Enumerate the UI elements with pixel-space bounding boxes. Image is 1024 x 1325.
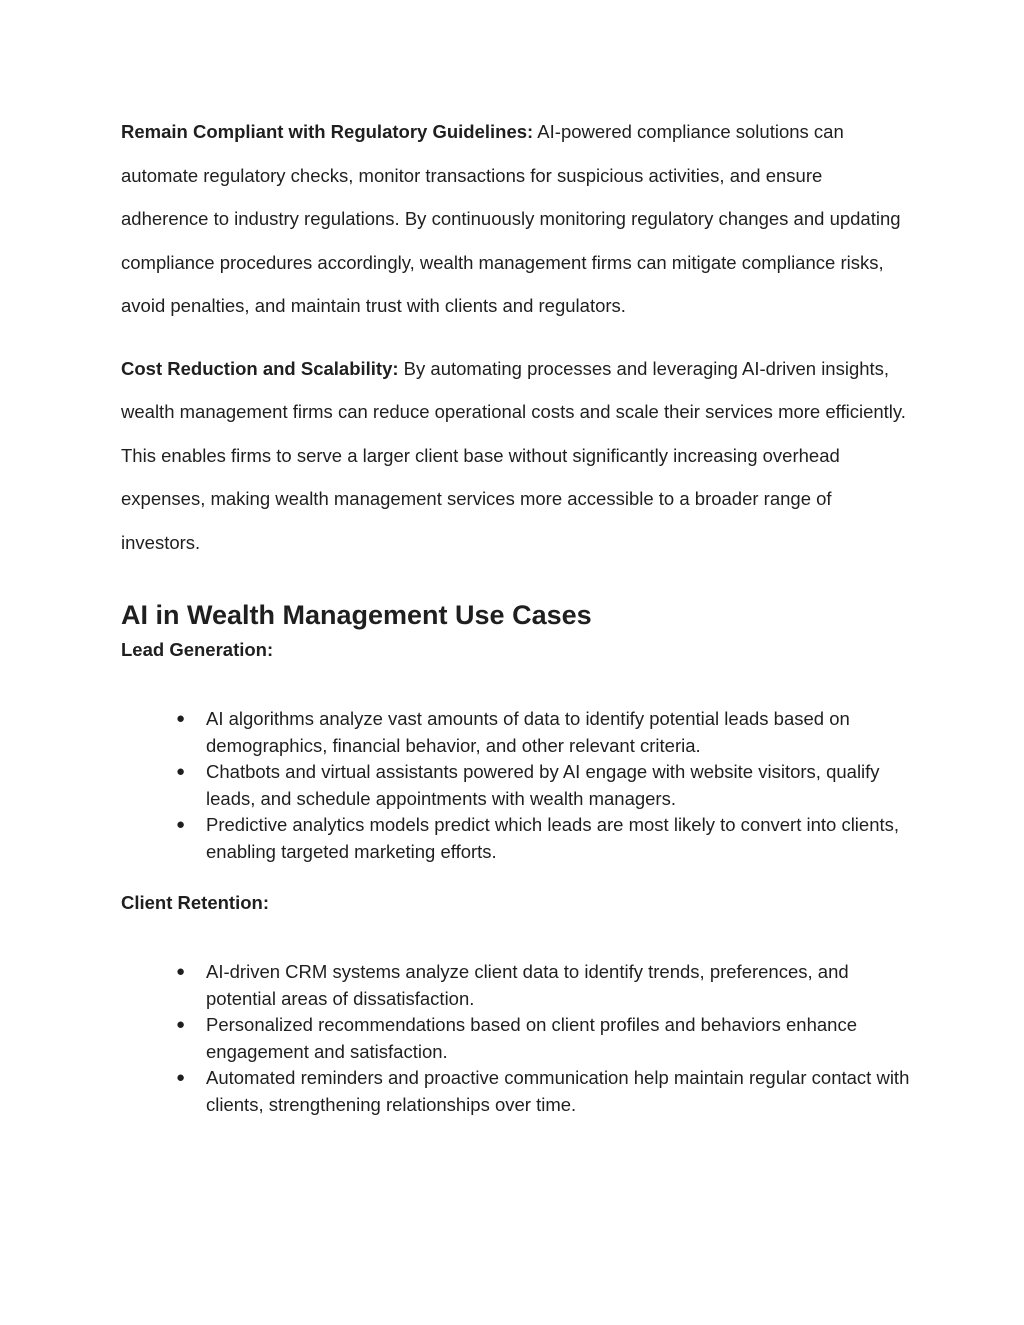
bullet-icon: ● bbox=[176, 1069, 186, 1086]
compliance-text: AI-powered compliance solutions can automate regulatory checks, monitor transactions for suspicious activities, and ensure adherence to industry regulations. By continuously monitoring regulatory changes and updating compliance procedures accordingly, wealth management firms can mitigate compliance risks, avoid penalties, and maintain trust with clients and regulators. bbox=[121, 121, 901, 316]
compliance-lead: Remain Compliant with Regulatory Guidelines: bbox=[121, 121, 534, 142]
section-heading: AI in Wealth Management Use Cases bbox=[121, 600, 592, 630]
list-item-text: Chatbots and virtual assistants powered by AI engage with website visitors, qualify leads, and schedule appointments with wealth managers. bbox=[206, 761, 880, 809]
bullet-icon: ● bbox=[176, 1016, 186, 1033]
cost-text: By automating processes and leveraging AI-driven insights, wealth management firms can reduce operational costs and scale their services more efficiently. This enables firms to serve a larger client base without significantly increasing overhead expenses, making wealth management services more accessible to a broader range of investors. bbox=[121, 357, 906, 553]
lead-generation-list bbox=[121, 706, 911, 865]
list-item bbox=[121, 1065, 911, 1118]
bullet-icon: ● bbox=[176, 816, 186, 833]
client-retention-list bbox=[121, 959, 911, 1118]
bullet-icon: ● bbox=[176, 963, 186, 980]
cost-paragraph bbox=[121, 347, 911, 565]
bullet-icon: ● bbox=[176, 763, 186, 780]
list-item bbox=[121, 759, 911, 812]
lead-generation-title: Lead Generation: bbox=[121, 639, 274, 660]
list-item bbox=[121, 1012, 911, 1065]
document-page bbox=[121, 110, 911, 1118]
list-item bbox=[121, 706, 911, 759]
bullet-icon: ● bbox=[176, 710, 186, 727]
client-retention-title: Client Retention: bbox=[121, 892, 269, 913]
list-item-text: AI algorithms analyze vast amounts of data to identify potential leads based on demographics, financial behavior, and other relevant criteria. bbox=[206, 708, 850, 756]
cost-lead: Cost Reduction and Scalability: bbox=[121, 357, 399, 379]
list-item-text: Personalized recommendations based on client profiles and behaviors enhance engagement and satisfaction. bbox=[206, 1014, 857, 1062]
list-item-text: Predictive analytics models predict which leads are most likely to convert into clients, enabling targeted marketing efforts. bbox=[206, 814, 900, 862]
compliance-paragraph bbox=[121, 110, 911, 328]
list-item-text: AI-driven CRM systems analyze client data to identify trends, preferences, and potential areas of dissatisfaction. bbox=[206, 961, 849, 1009]
list-item-text: Automated reminders and proactive communication help maintain regular contact with clients, strengthening relationships over time. bbox=[206, 1067, 910, 1115]
list-item bbox=[121, 959, 911, 1012]
list-item bbox=[121, 812, 911, 865]
